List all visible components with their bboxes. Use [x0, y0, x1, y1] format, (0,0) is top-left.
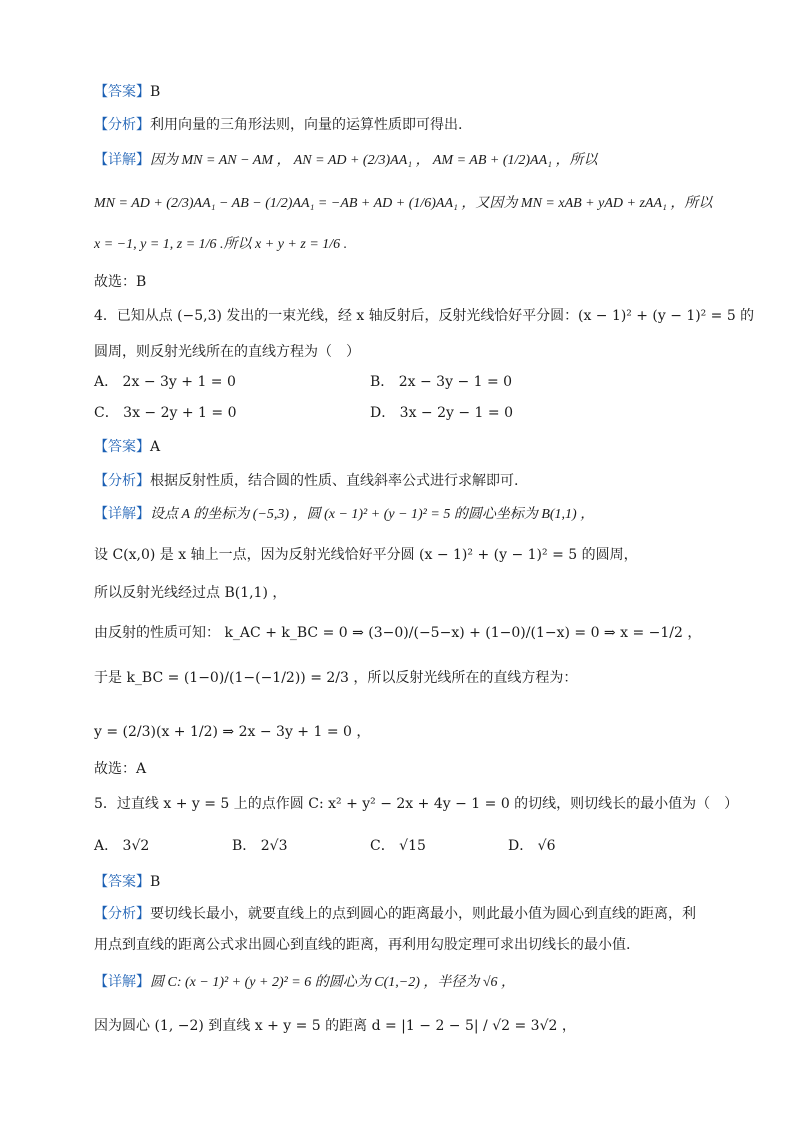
- q5-option-c: C． √15: [370, 838, 426, 854]
- q5-answer: B: [150, 874, 161, 890]
- q4-analysis: 根据反射性质，结合圆的性质、直线斜率公式进行求解即可.: [150, 473, 519, 489]
- q4-option-b: B． 2x − 3y − 1 = 0: [370, 374, 513, 390]
- detail-tag: 【详解】: [94, 506, 150, 522]
- analysis-tag: 【分析】: [94, 117, 150, 133]
- q4-stem-line-2: 圆周，则反射光线所在的直线方程为（ ）: [94, 344, 360, 360]
- q5-detail-line-2: 因为圆心 (1, −2) 到直线 x + y = 5 的距离 d = |1 − 2 − 5| / √2 = 3√2 ，: [94, 1018, 576, 1034]
- q4-choose: 故选：A: [94, 761, 147, 777]
- q4-detail-line-6: y = (2/3)(x + 1/2) ⇒ 2x − 3y + 1 = 0 ，: [94, 724, 371, 740]
- q4-answer: A: [150, 439, 161, 455]
- q5-analysis-1: 要切线长最小，就要直线上的点到圆心的距离最小，则此最小值为圆心到直线的距离，利: [150, 906, 696, 922]
- q3-answer-line: [94, 82, 160, 102]
- q5-detail-1: 圆 C: (x − 1)² + (y + 2)² = 6 的圆心为 C(1,−2) ，半径为 √6 ，: [150, 975, 516, 990]
- q4-detail-line-2: 设 C(x,0) 是 x 轴上一点，因为反射光线恰好平分圆 (x − 1)² + (y − 1)² = 5 的圆周，: [94, 547, 638, 563]
- q5-detail-line-1: [94, 972, 515, 993]
- q3-choose: 故选：B: [94, 274, 147, 290]
- answer-tag: 【答案】: [94, 874, 150, 890]
- q5-option-a: A． 3√2: [94, 838, 150, 854]
- q4-detail-line-3: 所以反射光线经过点 B(1,1) ，: [94, 585, 287, 601]
- q5-answer-line: [94, 872, 160, 892]
- q4-detail-line-1: [94, 504, 594, 525]
- q3-analysis: 利用向量的三角形法则，向量的运算性质即可得出.: [150, 117, 463, 133]
- detail-tag: 【详解】: [94, 974, 150, 990]
- q4-analysis-line: [94, 471, 518, 491]
- q5-analysis-line-1: [94, 904, 696, 924]
- q3-detail-line-3: [94, 234, 347, 255]
- analysis-tag: 【分析】: [94, 906, 150, 922]
- q4-option-a: A． 2x − 3y + 1 = 0: [94, 374, 236, 390]
- q5-analysis-line-2: 用点到直线的距离公式求出圆心到直线的距离，再利用勾股定理可求出切线长的最小值.: [94, 937, 631, 953]
- q5-option-d: D． √6: [508, 838, 556, 854]
- q4-detail-line-4: 由反射的性质可知： k_AC + k_BC = 0 ⇒ (3−0)/(−5−x) + (1−0)/(1−x) = 0 ⇒ x = −1/2 ，: [94, 625, 702, 641]
- q3-detail-line-2: [94, 193, 712, 214]
- q5-option-b: B． 2√3: [232, 838, 288, 854]
- q3-detail-1: 因为 MN = AN − AM ， AN = AD + (2/3)AA₁ ， AM = AB + (1/2)AA₁ ，所以: [150, 153, 598, 168]
- q5-stem: 5．过直线 x + y = 5 上的点作圆 C: x² + y² − 2x + 4y − 1 = 0 的切线，则切线长的最小值为（ ）: [94, 796, 739, 812]
- q4-option-d: D． 3x − 2y − 1 = 0: [370, 405, 514, 421]
- q3-detail-line-1: [94, 150, 598, 171]
- q3-detail-2: MN = AD + (2/3)AA₁ − AB − (1/2)AA₁ = −AB + AD + (1/6)AA₁ ，又因为 MN = xAB + yAD + zAA₁ ，所以: [94, 196, 713, 211]
- q4-stem-line-1: 4．已知从点 (−5,3) 发出的一束光线，经 x 轴反射后，反射光线恰好平分圆：(x − 1)² + (y − 1)² = 5 的: [94, 308, 755, 324]
- detail-tag: 【详解】: [94, 152, 150, 168]
- q3-answer: B: [150, 84, 161, 100]
- answer-tag: 【答案】: [94, 439, 150, 455]
- answer-tag: 【答案】: [94, 84, 150, 100]
- q4-detail-1: 设点 A 的坐标为 (−5,3) ，圆 (x − 1)² + (y − 1)² = 5 的圆心坐标为 B(1,1) ，: [150, 507, 595, 522]
- q4-option-c: C． 3x − 2y + 1 = 0: [94, 405, 237, 421]
- q3-analysis-line: [94, 115, 462, 135]
- q4-detail-line-5: 于是 k_BC = (1−0)/(1−(−1/2)) = 2/3 ，所以反射光线所在的直线方程为：: [94, 670, 578, 686]
- q4-answer-line: [94, 437, 160, 457]
- q3-detail-3: x = −1, y = 1, z = 1/6 .所以 x + y + z = 1/6 .: [94, 237, 348, 252]
- analysis-tag: 【分析】: [94, 473, 150, 489]
